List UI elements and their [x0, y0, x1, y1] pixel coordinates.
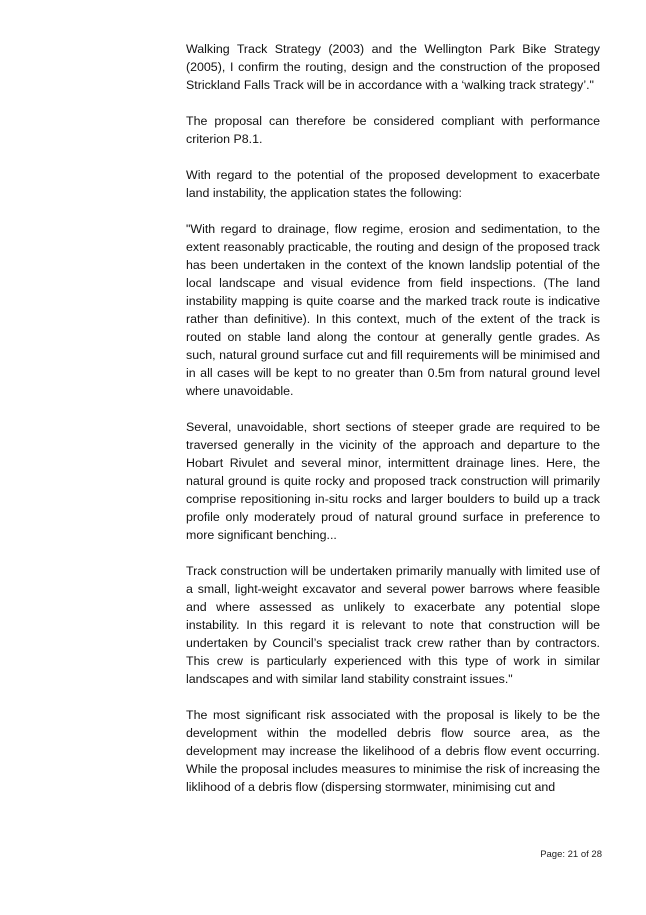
- paragraph-land-instability-intro: With regard to the potential of the proposed development to exacerbate land instability, the application states the following:: [186, 168, 600, 200]
- paragraph-strategy-confirmation: Walking Track Strategy (2003) and the Wellington Park Bike Strategy (2005), I confirm the routing, design and the construction of the proposed Strickland Falls Track will be in accordance with a ‘walking track strategy’.": [186, 42, 600, 92]
- paragraph-compliance-p8-1: The proposal can therefore be considered compliant with performance criterion P8.1.: [186, 114, 600, 146]
- paragraph-quote-steeper-grade: Several, unavoidable, short sections of steeper grade are required to be traversed generally in the vicinity of the approach and departure to the Hobart Rivulet and several minor, intermittent drainage lines. Here, the natural ground is quite rocky and proposed track construction will primarily comprise repositioning in-situ rocks and larger boulders to build up a track profile only moderately proud of natural ground surface in preference to more significant benching...: [186, 420, 600, 542]
- paragraph-quote-track-construction: Track construction will be undertaken primarily manually with limited use of a small, light-weight excavator and several power barrows where feasible and where assessed as unlikely to exacerbate any potential slope instability. In this regard it is relevant to note that construction will be undertaken by Council’s specialist track crew rather than by contractors. This crew is particularly experienced with this type of work in similar landscapes and with similar land stability constraint issues.": [186, 564, 600, 686]
- paragraph-quote-drainage: "With regard to drainage, flow regime, erosion and sedimentation, to the extent reasonably practicable, the routing and design of the proposed track has been undertaken in the context of the known landslip potential of the local landscape and visual evidence from field inspections. (The land instability mapping is quite coarse and the marked track route is indicative rather than definitive). In this context, much of the extent of the track is routed on stable land along the contour at generally gentle grades. As such, natural ground surface cut and fill requirements will be minimised and in all cases will be kept to no greater than 0.5m from natural ground level where unavoidable.: [186, 222, 600, 398]
- body-text: [186, 40, 600, 814]
- page-number: Page: 21 of 28: [540, 849, 602, 860]
- paragraph-debris-flow-risk: The most significant risk associated with the proposal is likely to be the development within the modelled debris flow source area, as the development may increase the likelihood of a debris flow event occurring. While the proposal includes measures to minimise the risk of increasing the liklihood of a debris flow (dispersing stormwater, minimising cut and: [186, 708, 600, 794]
